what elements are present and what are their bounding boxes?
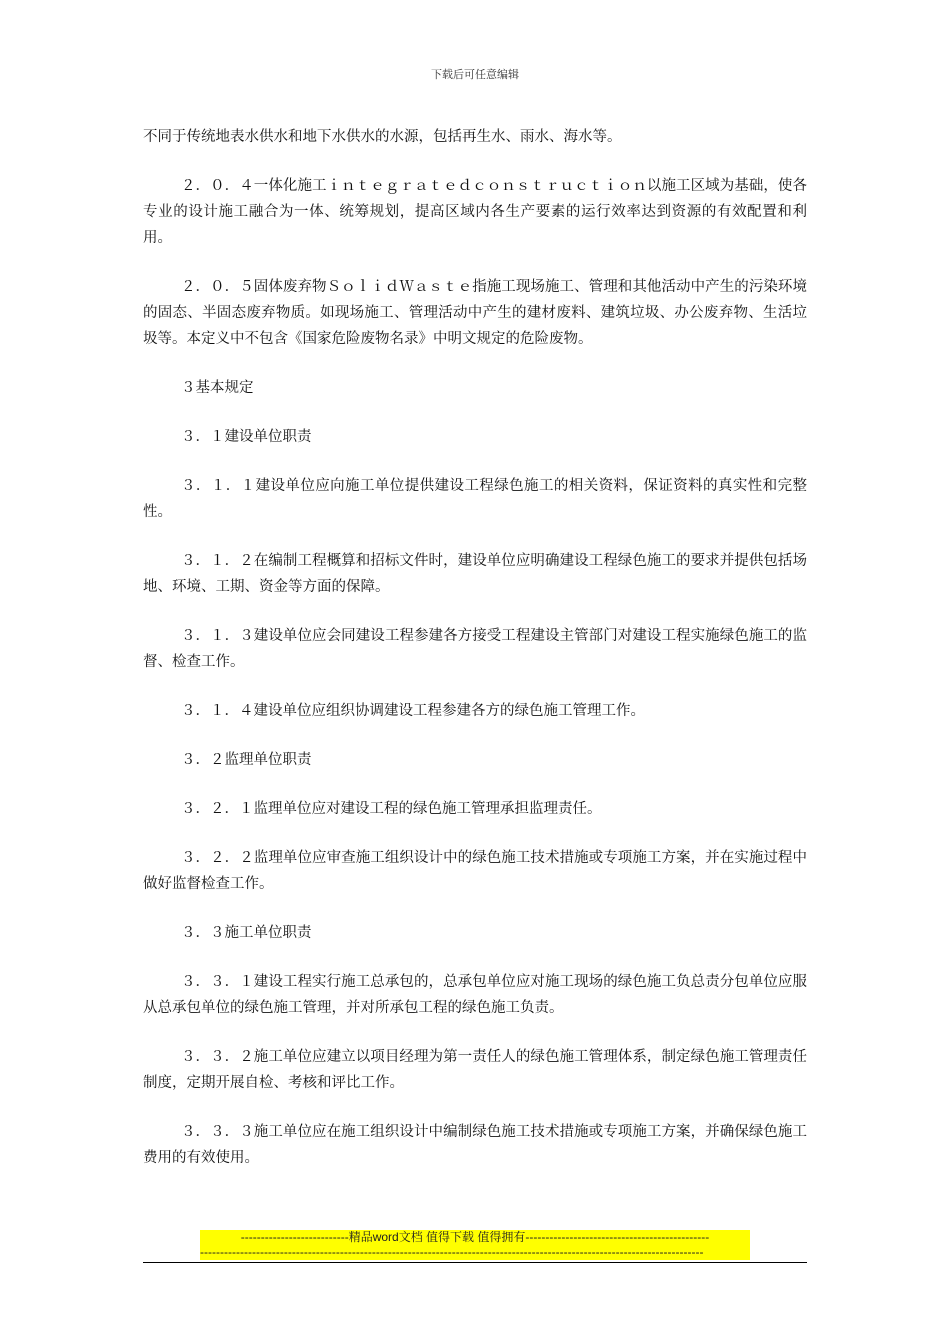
footer-divider <box>143 1262 807 1263</box>
section-heading-3: ３基本规定 <box>181 380 254 396</box>
clause-3-2-1: ３．２．１监理单位应对建设工程的绿色施工管理承担监理责任。 <box>181 801 602 817</box>
clause-3-2-2: ３．２．２监理单位应审查施工组织设计中的绿色施工技术措施或专项施工方案，并在实施过程中做好监督检查工作。 <box>143 850 807 892</box>
clause-3-3-1: ３．３．１建设工程实行施工总承包的，总承包单位应对施工现场的绿色施工负总责分包单位应服从总承包单位的绿色施工管理，并对所承包工程的绿色施工负责。 <box>143 974 807 1016</box>
clause-3-1-1: ３．１．１建设单位应向施工单位提供建设工程绿色施工的相关资料，保证资料的真实性和完整性。 <box>143 478 807 520</box>
subsection-heading-3-2: ３．２监理单位职责 <box>181 752 312 768</box>
footer-banner-line-2: ------------------------------------------------------------------------------------------------------------------------------ <box>200 1245 750 1260</box>
page-footer-banner <box>200 1230 750 1260</box>
document-body <box>143 124 807 1194</box>
clause-3-3-2: ３．３．２施工单位应建立以项目经理为第一责任人的绿色施工管理体系，制定绿色施工管理责任制度，定期开展自检、考核和评比工作。 <box>143 1049 807 1091</box>
paragraph-1: ２．０．４一体化施工ｉｎｔｅｇｒａｔｅｄｃｏｎｓｔｒｕｃｔｉｏｎ以施工区域为基础，使各专业的设计施工融合为一体、统筹规划，提高区域内各生产要素的运行效率达到资源的有效配置和利用。 <box>143 178 807 246</box>
paragraph-0: 不同于传统地表水供水和地下水供水的水源，包括再生水、雨水、海水等。 <box>143 129 622 145</box>
footer-banner-line-1: ---------------------------精品word文档 值得下载 值得拥有---------------------------------------------- <box>200 1230 750 1245</box>
paragraph-2: ２．０．５固体废弃物ＳｏｌｉｄＷａｓｔｅ指施工现场施工、管理和其他活动中产生的污染环境的固态、半固态废弃物质。如现场施工、管理活动中产生的建材废料、建筑垃圾、办公废弃物、生活垃圾等。本定义中不包含《国家危险废物名录》中明文规定的危险废物。 <box>143 279 807 347</box>
clause-3-1-3: ３．１．３建设单位应会同建设工程参建各方接受工程建设主管部门对建设工程实施绿色施工的监督、检查工作。 <box>143 628 807 670</box>
clause-3-1-2: ３．１．２在编制工程概算和招标文件时，建设单位应明确建设工程绿色施工的要求并提供包括场地、环境、工期、资金等方面的保障。 <box>143 553 807 595</box>
clause-3-3-3: ３．３．３施工单位应在施工组织设计中编制绿色施工技术措施或专项施工方案，并确保绿色施工费用的有效使用。 <box>143 1124 807 1166</box>
clause-3-1-4: ３．１．４建设单位应组织协调建设工程参建各方的绿色施工管理工作。 <box>181 703 645 719</box>
page-header: 下载后可任意编辑 <box>431 68 519 81</box>
subsection-heading-3-3: ３．３施工单位职责 <box>181 925 312 941</box>
subsection-heading-3-1: ３．１建设单位职责 <box>181 429 312 445</box>
